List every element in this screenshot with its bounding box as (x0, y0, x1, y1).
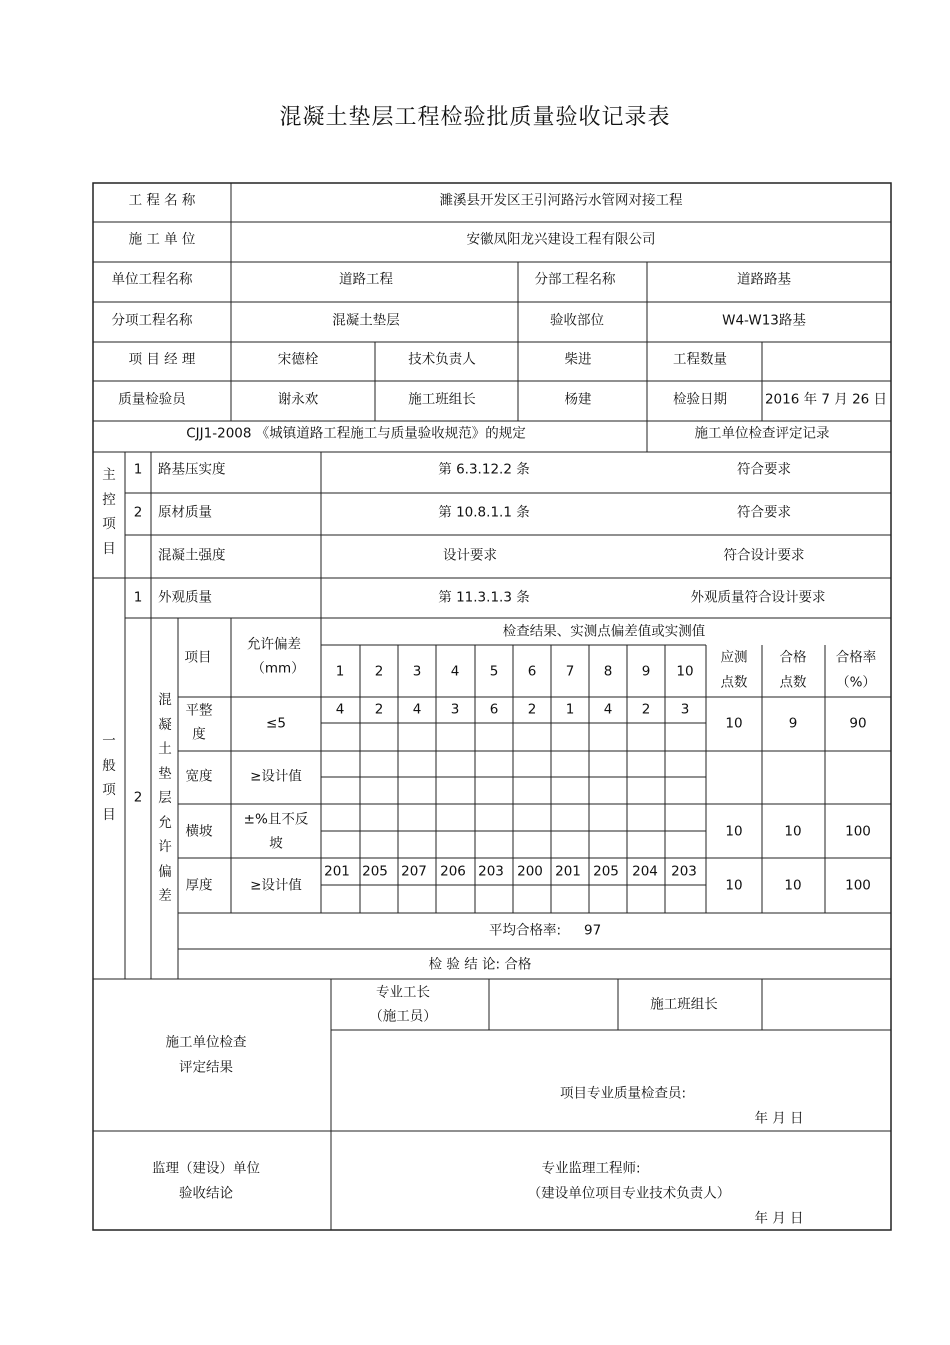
unit-check-label: 施工单位检查 (165, 1034, 247, 1051)
row-value: 201 (555, 863, 581, 880)
record-header: 施工单位检查评定记录 (694, 425, 830, 442)
row-value: 206 (440, 863, 466, 880)
label-quality-inspector: 质量检验员 (118, 391, 186, 408)
inspection-conclusion: 检 验 结 论: 合格 (428, 956, 532, 973)
main-item-result: 符合要求 (737, 461, 791, 478)
col-allow-unit: （mm） (251, 660, 305, 677)
label-item-project-name: 分项工程名称 (111, 312, 193, 329)
row-value: 207 (401, 863, 427, 880)
page-title: 混凝土垫层工程检验批质量验收记录表 (279, 105, 671, 130)
main-item-name: 混凝土强度 (158, 547, 226, 564)
row-measured: 10 (725, 823, 743, 840)
label-work-quantity: 工程数量 (673, 351, 727, 368)
row-allow-2: 坡 (269, 835, 283, 852)
value-team-leader: 杨建 (564, 391, 592, 408)
label-tech-leader: 技术负责人 (408, 351, 476, 368)
label-inspection-date: 检验日期 (673, 391, 727, 408)
value-tech-leader: 柴进 (564, 351, 592, 368)
avg-pass-rate-label: 平均合格率: (489, 922, 562, 939)
foreman-label: 专业工长 (376, 984, 430, 1001)
value-quality-inspector: 谢永欢 (277, 391, 319, 408)
col-point: 6 (527, 663, 537, 680)
tolerance-no: 2 (133, 789, 143, 806)
main-control-label: 主控项目 (102, 467, 116, 557)
row-item: 厚度 (185, 877, 213, 894)
main-item-clause: 设计要求 (443, 547, 497, 564)
col-passed-2: 点数 (779, 674, 807, 691)
general-item-no: 1 (133, 589, 143, 606)
row-value: 201 (324, 863, 350, 880)
row-value: 6 (489, 701, 499, 718)
col-point: 5 (489, 663, 499, 680)
row-rate: 90 (849, 715, 867, 732)
value-construction-unit: 安徽凤阳龙兴建设工程有限公司 (466, 231, 656, 248)
general-label: 一般项目 (102, 733, 116, 823)
label-sub-project-name: 分部工程名称 (534, 271, 616, 288)
label-inspection-part: 验收部位 (550, 312, 604, 329)
value-project-manager: 宋德栓 (277, 351, 319, 368)
row-item-2: 度 (192, 726, 206, 743)
value-item-project-name: 混凝土垫层 (332, 312, 400, 329)
row-rate: 100 (845, 823, 871, 840)
col-allow: 允许偏差 (247, 636, 301, 653)
quality-inspector-sign: 项目专业质量检查员: (559, 1085, 687, 1102)
supervision-label-2: 验收结论 (179, 1185, 233, 1202)
col-point: 9 (641, 663, 651, 680)
supervising-engineer-note: （建设单位项目专业技术负责人） (527, 1185, 731, 1202)
row-value: 2 (374, 701, 384, 718)
col-point: 4 (450, 663, 460, 680)
row-item: 横坡 (185, 823, 213, 840)
row-value: 2 (527, 701, 537, 718)
row-value: 1 (565, 701, 575, 718)
value-sub-project-name: 道路路基 (737, 271, 791, 288)
row-value: 204 (632, 863, 658, 880)
col-passed: 合格 (779, 649, 807, 666)
value-project-name: 濉溪县开发区王引河路污水管网对接工程 (439, 192, 683, 209)
row-value: 3 (680, 701, 690, 718)
col-item: 项目 (184, 649, 212, 666)
row-allow: ≥设计值 (250, 877, 302, 894)
col-results: 检查结果、实测点偏差值或实测值 (502, 623, 706, 640)
col-point: 3 (412, 663, 422, 680)
col-rate: 合格率 (835, 649, 877, 666)
foreman-label-2: （施工员） (369, 1008, 437, 1025)
col-point: 8 (603, 663, 613, 680)
main-item-no: 1 (133, 461, 143, 478)
row-value: 3 (450, 701, 460, 718)
row-allow: ≤5 (266, 715, 286, 732)
supervision-label: 监理（建设）单位 (152, 1160, 260, 1177)
row-passed: 10 (784, 877, 802, 894)
main-item-result: 符合要求 (737, 504, 791, 521)
row-allow: ±%且不反 (243, 811, 309, 828)
label-construction-unit: 施 工 单 位 (128, 231, 196, 248)
row-value: 203 (478, 863, 504, 880)
row-item: 宽度 (185, 768, 213, 785)
col-measured-2: 点数 (720, 674, 748, 691)
row-value: 2 (641, 701, 651, 718)
row-passed: 9 (788, 715, 798, 732)
row-value: 4 (603, 701, 613, 718)
standard-header: CJJ1-2008 《城镇道路工程施工与质量验收规范》的规定 (186, 425, 526, 442)
label-unit-project-name: 单位工程名称 (111, 271, 193, 288)
col-point: 10 (676, 663, 694, 680)
row-value: 205 (593, 863, 619, 880)
row-measured: 10 (725, 715, 743, 732)
value-inspection-part: W4-W13路基 (722, 312, 806, 329)
main-item-no: 2 (133, 504, 143, 521)
unit-check-label-2: 评定结果 (179, 1059, 233, 1076)
main-item-clause: 第 6.3.12.2 条 (438, 461, 530, 478)
col-point: 7 (565, 663, 575, 680)
row-value: 4 (412, 701, 422, 718)
row-value: 200 (517, 863, 543, 880)
row-measured: 10 (725, 877, 743, 894)
supervision-date: 年 月 日 (754, 1210, 804, 1227)
col-point: 1 (335, 663, 345, 680)
col-rate-2: （%） (836, 674, 876, 691)
signoff-date: 年 月 日 (754, 1110, 804, 1127)
row-passed: 10 (784, 823, 802, 840)
col-point: 2 (374, 663, 384, 680)
row-value: 203 (671, 863, 697, 880)
row-allow: ≥设计值 (250, 768, 302, 785)
value-inspection-date: 2016 年 7 月 26 日 (764, 391, 888, 408)
signoff-team-leader: 施工班组长 (650, 996, 718, 1013)
general-item-name: 外观质量 (158, 589, 212, 606)
label-project-manager: 项 目 经 理 (128, 351, 196, 368)
row-rate: 100 (845, 877, 871, 894)
general-item-result: 外观质量符合设计要求 (690, 589, 826, 606)
row-item: 平整 (185, 702, 213, 719)
main-item-result: 符合设计要求 (723, 547, 805, 564)
general-item-clause: 第 11.3.1.3 条 (438, 589, 530, 606)
main-item-clause: 第 10.8.1.1 条 (438, 504, 530, 521)
label-project-name: 工 程 名 称 (128, 192, 196, 209)
label-team-leader: 施工班组长 (408, 391, 476, 408)
main-item-name: 路基压实度 (158, 461, 226, 478)
tolerance-label: 混凝土垫层允许偏差 (158, 691, 172, 904)
supervising-engineer: 专业监理工程师: (541, 1160, 641, 1177)
row-value: 4 (335, 701, 345, 718)
avg-pass-rate-value: 97 (584, 922, 602, 939)
col-measured: 应测 (720, 649, 748, 666)
main-item-name: 原材质量 (158, 504, 212, 521)
row-value: 205 (362, 863, 388, 880)
value-unit-project-name: 道路工程 (339, 271, 393, 288)
